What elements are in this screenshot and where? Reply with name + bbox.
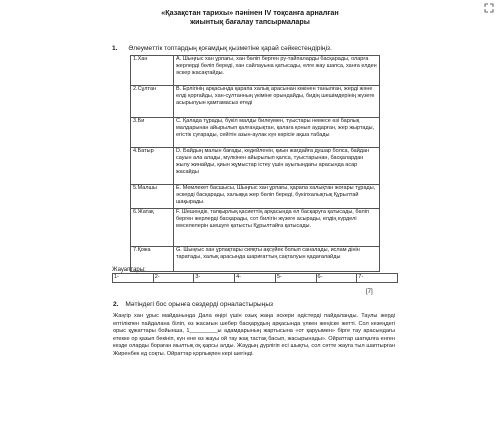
table-row [131, 209, 380, 247]
question-2-number: 2. [113, 301, 119, 308]
answer-cell-5[interactable]: 5- [275, 274, 316, 283]
description-cell: A. Шыңғыс хан ұрпағы, хан бөліп берген ру-тайпаларды басқарады, оларға жерлерді бөліп береді, хан сайлауына қатысады, елге жау шапса, ханға елден әскер жасақтайды. [174, 56, 380, 86]
answer-cell-4[interactable]: 4- [235, 274, 276, 283]
description-cell: B. Ерлігінің арқасында қарапа халық арасынан көкінен танылған, жерді және елді қорғайды, хан-сұлтанның үкіміне орындайды, бидің шешімдерінің жүзеге асырылуын қамтамасыз етеді [174, 86, 380, 118]
social-group-cell: 5.Малшы [131, 185, 174, 209]
description-cell: D. Байдың малын бағады, кедейленін, қиын жағдайға душар болса, байдан сауын ала алады, мүлкінен айырылып қалса, туыстарынан, басқалардан жылу жинайды, қиын жұмыстар істеу үшін ауылындағы арасында асар жасайды [174, 148, 380, 185]
question-1-number: 1. [112, 45, 118, 52]
question-1-prompt: Әлеуметтік топтардың қоғамдық қызметіне қарай сәйкестендіріңіз. [128, 45, 332, 52]
answer-cell-2[interactable]: 2- [153, 274, 194, 283]
description-cell: C. Қалада тұрады, бүкіл малды билеумен, түыстары немесе өзі барлық малдарынан айырылып қалғандықтан, қалаға қонып аударған, жер жыртады, егістік суғарады, сейітін азын-аулак күн көрісіе ақша табады [174, 118, 380, 148]
question-2-prompt: Мәтіндегі бос орынға сөздерді орналастырыңыз [125, 301, 274, 308]
answer-cell-3[interactable]: 3- [194, 274, 235, 283]
answers-table [112, 273, 398, 283]
answer-cell-1[interactable]: 1- [113, 274, 154, 283]
question-2-heading [113, 301, 273, 308]
social-group-cell: 2.Сұлтан [131, 86, 174, 118]
social-group-cell: 6.Жатақ [131, 209, 174, 247]
description-cell: F. Шешендік, тапқырлық қасиеттің арқасында ел басқаруға қатысады, бөліп берген жерлерді басқарады, сот билігін жүзеге асырады, елдің күрделі мәселелерін шешуге қатысты Құрылтайға қатысады. [174, 209, 380, 247]
answer-cell-6[interactable]: 6- [316, 274, 357, 283]
table-row [131, 86, 380, 118]
social-group-cell: 7.Қожа [131, 247, 174, 272]
table-row [131, 185, 380, 209]
table-row [131, 247, 380, 272]
social-group-cell: 4.Батыр [131, 148, 174, 185]
question-2-text: Жаңгір хан ұрыс майданында Дала өңірі үшін озық жаңа әскери әдістерді пайдаланды. Таулы жерді ептілікпен пайдалана біліп, өз жасағын шебер басқарудың арқасында үлкен жеңіске жетті. Сол кезеңдегі орыс құжаттары бойынша, 1_________ы адамдарының жартысына «от қаруымен» бірге тау арасындағы етекке ор қазып бекініп, күн ене өз жауы ой тау жақ тастақ басып, жасырынады». Ойраттар шатқалға енген кезде оларды бораған мылтық оқ қарсы алды. Жаудың дүрлігіп есі шықты, сол сәтте жауға тыл шаптырған Жиренбек ед соқты. Ойраттар қорлықпен кері шегінді. [113, 313, 395, 357]
score-marker: [7] [366, 289, 373, 295]
matching-table [130, 55, 380, 272]
answers-label: Жауаптары: [112, 267, 146, 273]
document-title-line1: «Қазақстан тарихы» пәнінен IV тоқсанға арналған [161, 8, 339, 17]
table-row [131, 56, 380, 86]
table-row [131, 148, 380, 185]
description-cell: E. Мемлекет басшысы, Шыңғыс хан ұрпағы, қарапа халықтан жоғары тұрады, әскерді басқарады, халыққа жер бөліп береді, бүкілхалықтық Құрылтай шақырады. [174, 185, 380, 209]
description-cell: G. Шыңғыс хан ұрпақтары сияқты ақсүйек болып саналады, ислам дінін таратады, халық арасында шариғаттың сақталуын қадағалайды [174, 247, 380, 272]
table-row [131, 118, 380, 148]
question-1-heading [112, 45, 332, 52]
table-row [113, 274, 398, 283]
document-title-line2: жиынтық бағалау тапсырмалары [190, 17, 310, 26]
answer-cell-7[interactable]: 7- [357, 274, 398, 283]
social-group-cell: 1.Хан [131, 56, 174, 86]
social-group-cell: 3.Би [131, 118, 174, 148]
